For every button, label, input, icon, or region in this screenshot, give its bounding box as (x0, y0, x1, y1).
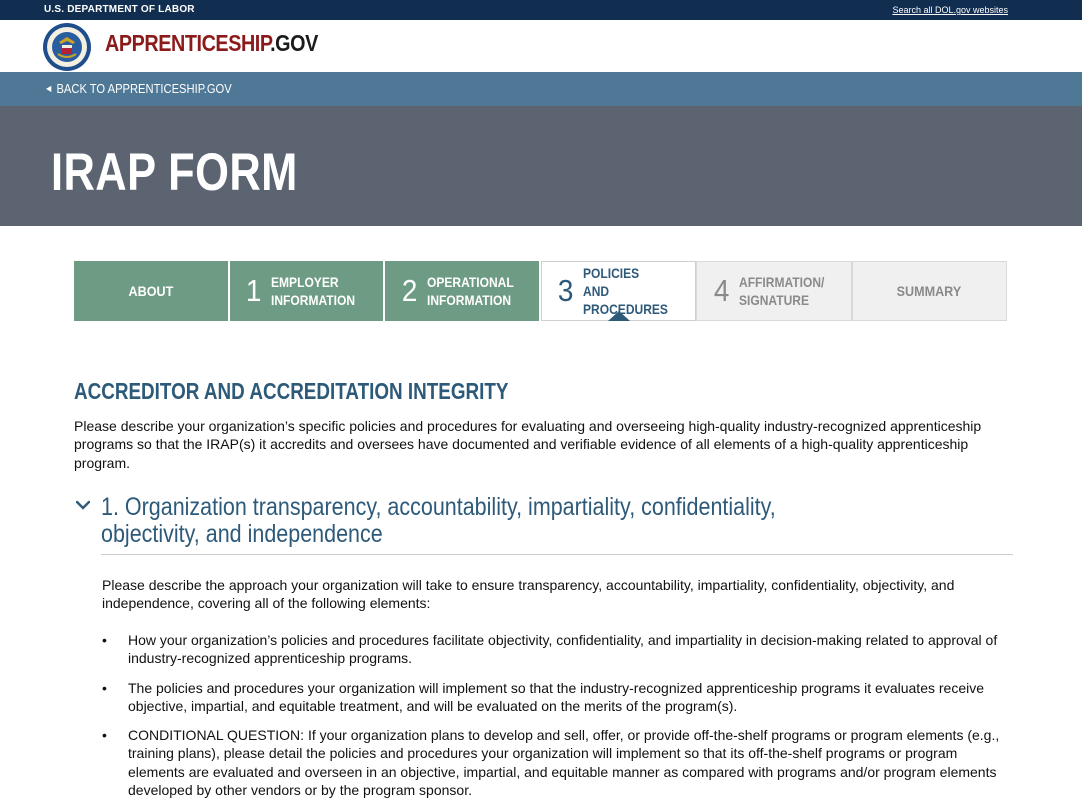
agency-name: U.S. DEPARTMENT OF LABOR (44, 4, 195, 15)
dol-seal-icon[interactable] (42, 22, 92, 72)
list-item (102, 726, 1002, 799)
step-summary[interactable] (852, 261, 1008, 321)
list-item-text: CONDITIONAL QUESTION: If your organization plans to develop and sell, offer, or provide off-the-shelf programs or program elements (e.g., training plans), please detail the policies and procedures your organization will implement so that its off-the-shelf programs or program elements are evaluated and overseen in an objective, impartial, and equitable manner as compared with programs and/or program elements developed by other vendors or by the program sponsor. (128, 727, 1000, 799)
back-bar (0, 72, 1082, 106)
question-title: 1. Organization transparency, accountability, impartiality, confidentiality, objectivity, and independence (101, 493, 776, 548)
list-item-text: How your organization’s policies and procedures facilitate objectivity, confidentiality, and impartiality in decision-making related to approval of industry-recognized apprenticeship programs. (128, 632, 998, 667)
step-operational-information[interactable] (385, 261, 541, 321)
step-number: 3 (557, 273, 574, 308)
page-title: IRAP FORM (51, 143, 298, 202)
list-item-text: The policies and procedures your organization will implement so that the industry-recognized apprenticeship programs it evaluates receive objective, impartial, and equitable treatment, and will be evaluated on the merits of the program(s). (128, 679, 985, 714)
back-link-label: BACK TO APPRENTICESHIP.GOV (56, 81, 232, 96)
step-number: 2 (401, 273, 418, 308)
apprenticeship-gov-logo[interactable] (105, 30, 318, 57)
chevron-down-icon[interactable] (76, 498, 90, 512)
question-element-list (102, 631, 1002, 805)
step-label: OPERATIONAL INFORMATION (426, 274, 514, 308)
step-label: ABOUT (128, 283, 174, 299)
list-item (102, 631, 1002, 668)
step-label: POLICIES AND PROCEDURES (583, 265, 669, 317)
active-step-pointer-icon (608, 311, 630, 321)
step-about[interactable] (74, 261, 230, 321)
list-item (102, 679, 1002, 716)
agency-bar (0, 0, 1082, 20)
wordmark-apprenticeship: APPRENTICESHIP (105, 30, 271, 56)
caret-left-icon: ◀ (46, 84, 52, 93)
step-policies-and-procedures[interactable] (541, 261, 697, 321)
bullet-icon: • (102, 632, 107, 648)
search-all-dol-link[interactable]: Search all DOL.gov websites (892, 5, 1008, 15)
step-affirmation-signature[interactable] (696, 261, 852, 321)
step-employer-information[interactable] (230, 261, 386, 321)
bullet-icon: • (102, 679, 107, 696)
step-label: EMPLOYER INFORMATION (271, 274, 356, 308)
page-hero (0, 106, 1082, 226)
back-to-apprenticeship-link[interactable] (46, 81, 232, 96)
section-intro: Please describe your organization’s specific policies and procedures for evaluating and overseeing high-quality industry-recognized apprenticeship programs so that the IRAP(s) it accredits and oversees have documented and verifiable evidence of all elements of a high-quality apprenticeship program. (74, 418, 982, 471)
bullet-icon: • (102, 727, 107, 744)
step-label: SUMMARY (896, 283, 962, 299)
question-description: Please describe the approach your organization will take to ensure transparency, accountability, impartiality, confidentiality, objectivity, and independence, covering all of the following elements: (102, 577, 955, 612)
wordmark-gov: .GOV (270, 30, 318, 56)
question-divider (101, 554, 1013, 555)
section-title: ACCREDITOR AND ACCREDITATION INTEGRITY (74, 378, 509, 404)
form-step-progress (74, 261, 1007, 321)
step-number: 4 (713, 273, 730, 308)
step-number: 1 (245, 273, 262, 308)
step-label: AFFIRMATION/ SIGNATURE (738, 274, 825, 308)
